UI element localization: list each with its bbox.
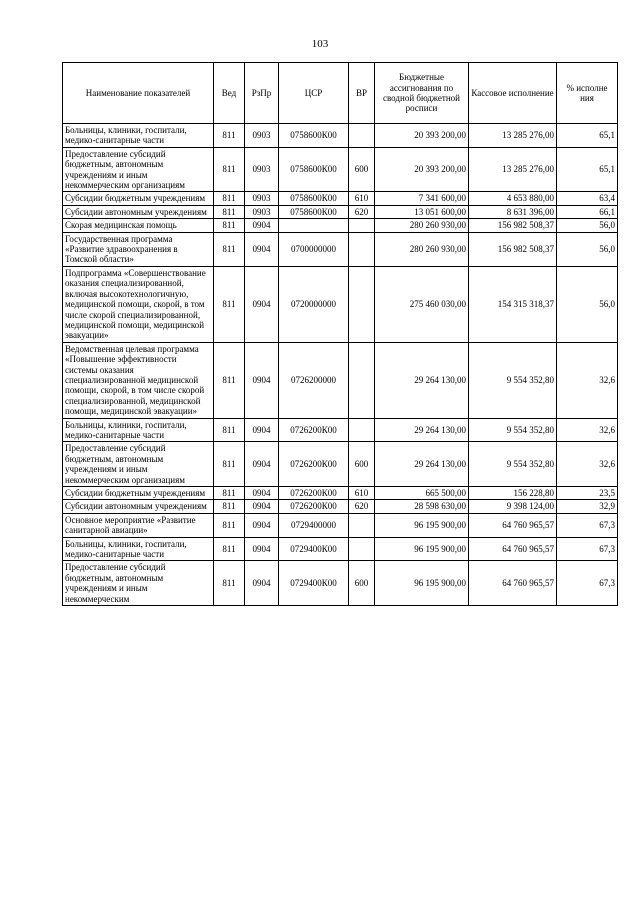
table-header-row [63, 63, 618, 124]
cell-cash: 64 760 965,57 [469, 537, 557, 561]
cell-name: Больницы, клиники, госпитали, медико-санитарные части [63, 537, 214, 561]
cell-rzpr: 0904 [245, 232, 279, 266]
table-row [63, 342, 618, 418]
cell-rzpr: 0904 [245, 487, 279, 500]
cell-budget: 29 264 130,00 [375, 342, 469, 418]
table-row [63, 537, 618, 561]
cell-name: Ведомственная целевая программа «Повышение эффективности системы оказания специализированной медицинской помощи, скорой, в том числе скорой специализированной, медицинской помощи, медицинской эвакуации» [63, 342, 214, 418]
cell-csr: 0726200К00 [279, 418, 349, 442]
cell-csr: 0729400000 [279, 513, 349, 537]
cell-budget: 7 341 600,00 [375, 192, 469, 205]
cell-csr: 0729400К00 [279, 561, 349, 606]
cell-csr: 0726200К00 [279, 487, 349, 500]
cell-cash: 9 398 124,00 [469, 500, 557, 513]
table-row [63, 418, 618, 442]
cell-rzpr: 0904 [245, 500, 279, 513]
cell-rzpr: 0903 [245, 147, 279, 192]
cell-ved: 811 [214, 266, 245, 342]
cell-budget: 665 500,00 [375, 487, 469, 500]
cell-name: Субсидии автономным учреждениям [63, 500, 214, 513]
cell-ved: 811 [214, 442, 245, 487]
header-rzpr: РзПр [245, 63, 279, 124]
cell-budget: 280 260 930,00 [375, 232, 469, 266]
table-row [63, 232, 618, 266]
cell-cash: 156 982 508,37 [469, 232, 557, 266]
table-row [63, 205, 618, 218]
table-row [63, 513, 618, 537]
cell-pct: 32,6 [557, 442, 618, 487]
cell-budget: 96 195 900,00 [375, 537, 469, 561]
cell-rzpr: 0904 [245, 418, 279, 442]
cell-vr: 610 [349, 192, 375, 205]
cell-pct: 65,1 [557, 147, 618, 192]
cell-budget: 96 195 900,00 [375, 561, 469, 606]
cell-ved: 811 [214, 342, 245, 418]
cell-pct: 32,6 [557, 418, 618, 442]
cell-ved: 811 [214, 192, 245, 205]
cell-name: Субсидии бюджетным учреждениям [63, 487, 214, 500]
cell-csr: 0700000000 [279, 232, 349, 266]
cell-name: Предоставление субсидий бюджетным, автономным учреждениям и иным некоммерческим организациям [63, 147, 214, 192]
cell-name: Основное мероприятие «Развитие санитарной авиации» [63, 513, 214, 537]
header-vr: ВР [349, 63, 375, 124]
cell-rzpr: 0904 [245, 513, 279, 537]
cell-ved: 811 [214, 537, 245, 561]
cell-budget: 20 393 200,00 [375, 147, 469, 192]
cell-name: Скорая медицинская помощь [63, 219, 214, 232]
cell-vr: 600 [349, 147, 375, 192]
cell-rzpr: 0903 [245, 124, 279, 148]
cell-vr [349, 513, 375, 537]
cell-vr: 620 [349, 500, 375, 513]
cell-pct: 66,1 [557, 205, 618, 218]
cell-budget: 28 598 630,00 [375, 500, 469, 513]
cell-csr: 0726200К00 [279, 500, 349, 513]
cell-name: Предоставление субсидий бюджетным, автономным учреждениям и иным некоммерческим [63, 561, 214, 606]
cell-csr: 0720000000 [279, 266, 349, 342]
table-row [63, 266, 618, 342]
cell-pct: 67,3 [557, 513, 618, 537]
cell-rzpr: 0904 [245, 442, 279, 487]
table-row [63, 561, 618, 606]
cell-csr: 0726200000 [279, 342, 349, 418]
cell-csr: 0758600К00 [279, 124, 349, 148]
cell-cash: 4 653 880,00 [469, 192, 557, 205]
cell-pct: 56,0 [557, 266, 618, 342]
header-ved: Вед [214, 63, 245, 124]
cell-vr [349, 537, 375, 561]
cell-vr [349, 124, 375, 148]
table-row [63, 219, 618, 232]
table-row [63, 192, 618, 205]
cell-vr: 600 [349, 561, 375, 606]
cell-vr [349, 418, 375, 442]
cell-pct: 65,1 [557, 124, 618, 148]
cell-ved: 811 [214, 513, 245, 537]
cell-budget: 275 460 030,00 [375, 266, 469, 342]
cell-csr: 0758600К00 [279, 192, 349, 205]
cell-budget: 96 195 900,00 [375, 513, 469, 537]
cell-csr: 0726200К00 [279, 442, 349, 487]
cell-rzpr: 0904 [245, 266, 279, 342]
header-csr: ЦСР [279, 63, 349, 124]
cell-rzpr: 0903 [245, 192, 279, 205]
header-cash: Кассовое исполнение [469, 63, 557, 124]
cell-csr: 0758600К00 [279, 205, 349, 218]
cell-ved: 811 [214, 147, 245, 192]
cell-budget: 29 264 130,00 [375, 442, 469, 487]
cell-cash: 64 760 965,57 [469, 513, 557, 537]
cell-ved: 811 [214, 418, 245, 442]
cell-ved: 811 [214, 487, 245, 500]
cell-cash: 8 631 396,00 [469, 205, 557, 218]
cell-vr [349, 232, 375, 266]
cell-rzpr: 0903 [245, 205, 279, 218]
cell-cash: 13 285 276,00 [469, 124, 557, 148]
cell-name: Больницы, клиники, госпитали, медико-санитарные части [63, 418, 214, 442]
cell-cash: 9 554 352,80 [469, 418, 557, 442]
cell-rzpr: 0904 [245, 219, 279, 232]
cell-csr [279, 219, 349, 232]
cell-vr [349, 219, 375, 232]
cell-cash: 9 554 352,80 [469, 342, 557, 418]
cell-vr: 620 [349, 205, 375, 218]
cell-pct: 67,3 [557, 537, 618, 561]
cell-name: Государственная программа «Развитие здравоохранения в Томской области» [63, 232, 214, 266]
cell-cash: 64 760 965,57 [469, 561, 557, 606]
cell-budget: 20 393 200,00 [375, 124, 469, 148]
cell-cash: 9 554 352,80 [469, 442, 557, 487]
cell-pct: 23,5 [557, 487, 618, 500]
cell-rzpr: 0904 [245, 561, 279, 606]
table-row [63, 147, 618, 192]
table-row [63, 500, 618, 513]
cell-cash: 156 228,80 [469, 487, 557, 500]
cell-ved: 811 [214, 500, 245, 513]
cell-pct: 63,4 [557, 192, 618, 205]
cell-ved: 811 [214, 124, 245, 148]
header-budget: Бюджетные ассигнования по сводной бюджетной росписи [375, 63, 469, 124]
table-row [63, 124, 618, 148]
cell-vr [349, 342, 375, 418]
table-row [63, 487, 618, 500]
cell-pct: 67,3 [557, 561, 618, 606]
budget-table [62, 62, 618, 606]
cell-name: Субсидии автономным учреждениям [63, 205, 214, 218]
cell-ved: 811 [214, 232, 245, 266]
cell-cash: 156 982 508,37 [469, 219, 557, 232]
cell-ved: 811 [214, 205, 245, 218]
cell-vr: 610 [349, 487, 375, 500]
cell-pct: 32,6 [557, 342, 618, 418]
cell-ved: 811 [214, 561, 245, 606]
cell-name: Предоставление субсидий бюджетным, автономным учреждениям и иным некоммерческим организациям [63, 442, 214, 487]
cell-name: Субсидии бюджетным учреждениям [63, 192, 214, 205]
cell-cash: 154 315 318,37 [469, 266, 557, 342]
cell-ved: 811 [214, 219, 245, 232]
cell-vr [349, 266, 375, 342]
cell-name: Больницы, клиники, госпитали, медико-санитарные части [63, 124, 214, 148]
cell-cash: 13 285 276,00 [469, 147, 557, 192]
table-row [63, 442, 618, 487]
cell-pct: 32,9 [557, 500, 618, 513]
cell-budget: 280 260 930,00 [375, 219, 469, 232]
cell-csr: 0729400К00 [279, 537, 349, 561]
page-number: 103 [311, 38, 329, 50]
cell-name: Подпрограмма «Совершенствование оказания специализированной, включая высокотехнологичную, медицинской помощи, скорой, в том числе скорой специализированной, медицинской помощи, медицинской эвакуации» [63, 266, 214, 342]
header-name: Наименование показателей [63, 63, 214, 124]
cell-vr: 600 [349, 442, 375, 487]
cell-csr: 0758600К00 [279, 147, 349, 192]
cell-budget: 29 264 130,00 [375, 418, 469, 442]
cell-budget: 13 051 600,00 [375, 205, 469, 218]
cell-rzpr: 0904 [245, 537, 279, 561]
cell-pct: 56,0 [557, 219, 618, 232]
cell-pct: 56,0 [557, 232, 618, 266]
header-pct: % исполне ния [557, 63, 618, 124]
cell-rzpr: 0904 [245, 342, 279, 418]
